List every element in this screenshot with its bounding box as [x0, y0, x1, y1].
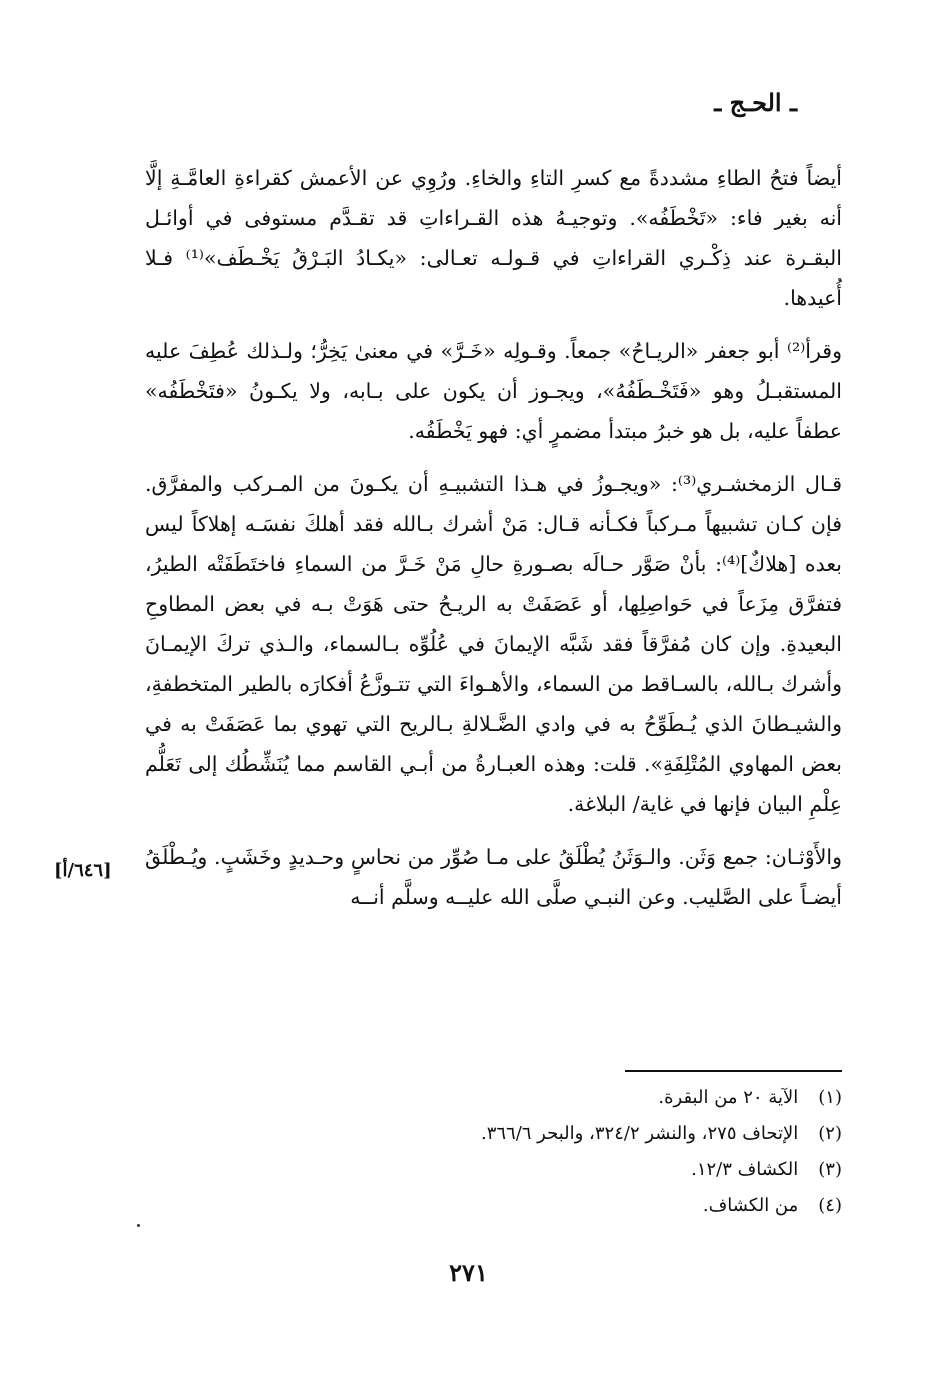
paragraph-3: قـال الزمخشـري⁽³⁾: «ويجـوزُ في هـذا التشبيـهِ أن يكـونَ من المـركب والمفرَّق. فإن كـان تشبيهاً مـركباً فكـأنه قـال: مَنْ أشرك بـالله فقد أهلكَ نفسَـه إهلاكاً ليس بعده [هلاكٌ]⁽⁴⁾: بأنْ صَوَّر حـالَه بصـورةِ حالِ مَنْ خَـرَّ من السماءِ فاختَطَفَتْه الطيرُ، فتفرَّق مِزَعاً في حَواصِلِها، أو عَصَفَتْ به الريـحُ حتى هَوَتْ بـه في بعض المطاوحِ البعيدةِ. وإن كان مُفرَّقاً فقد شَبَّه الإيمانَ في عُلُوِّه بـالسماء، والـذي تركَ الإيمـانَ وأشرك بـالله، بالسـاقط من السماء، والأهـواءَ التي تتـوزَّعُ أفكارَه بالطير المتخطفةِ، والشيـطانَ الذي يُـطَوِّحُ به في وادي الضَّـلالةِ بـالريح التي تهوي بما عَصَفَتْ به في بعض المهاوي المُتْلِفَةِ». قلت: وهذه العبـارةُ من أبـي القاسم مما يُنَشِّطُك إلى تَعَلُّم عِلْمِ البيان فإنها في غاية/ البلاغة. — [145, 472, 842, 816]
footnote-2 — [200, 1116, 842, 1152]
footnote-number: (٣) — [818, 1159, 842, 1180]
footnotes — [200, 1080, 842, 1224]
footnote-number: (١) — [818, 1087, 842, 1108]
running-header: ـ الحـج ـ — [714, 88, 797, 117]
footnote-text: الآية ٢٠ من البقرة. — [658, 1087, 799, 1108]
footnote-text: الكشاف ١٢/٣. — [691, 1159, 799, 1180]
footnote-4 — [200, 1188, 842, 1224]
main-text — [145, 158, 842, 917]
footnote-1 — [200, 1080, 842, 1116]
footnote-number: (٢) — [818, 1123, 842, 1144]
page-number: ٢٧١ — [449, 1258, 488, 1287]
footnote-3 — [200, 1152, 842, 1188]
scan-speck — [137, 1224, 140, 1227]
manuscript-folio-marker: [٦٤٦/أ] — [54, 860, 112, 881]
paragraph-4: والأَوْثـان: جمع وَثَن. والـوَثَنُ يُطْلَقُ على مـا صُوِّر من نحاسٍ وحـديدٍ وخَشَبٍ. ويُـطْلَقُ أيضـاً على الصَّليب. وعن النبـي صلَّى الله عليــه وسلَّم أنــه — [145, 845, 842, 909]
paragraph-2: وقرأ⁽²⁾ أبو جعفر «الريـاحُ» جمعاً. وقـولِه «خَـرَّ» في معنىٰ يَخِرُّ؛ ولـذلك عُطِفَ عليه المستقبـلُ وهو «فَتَخْـطَفُهُ»، ويجـوز أن يكون على بـابه، ولا يكـونُ «فتَخْطَفُه» عطفاً عليه، بل هو خبرُ مبتدأ مضمرٍ أي: فهو يَخْطَفُه. — [145, 339, 842, 443]
footnote-number: (٤) — [818, 1195, 842, 1216]
footnote-text: من الكشاف. — [702, 1195, 799, 1216]
paragraph-1: أيضاً فتحُ الطاءِ مشددةً مع كسرِ التاءِ والخاءِ. ورُوِي عن الأعمش كقراءةِ العامَّـةِ إلَّا أنه بغير فاء: «تَخْطَفُه». وتوجيـهُ هذه القـراءاتِ قد تقـدَّم مستوفى في أوائـل البقـرة عند ذِكْـري القراءاتِ في قـولـه تعـالى: «يكـادُ البَـرْقُ يَخْـطَف»⁽¹⁾ فـلا أُعيدها. — [145, 166, 842, 310]
footnote-separator — [625, 1070, 842, 1072]
footnote-text: الإتحاف ٢٧٥، والنشر ٣٢٤/٢، والبحر ٣٦٦/٦. — [480, 1123, 799, 1144]
